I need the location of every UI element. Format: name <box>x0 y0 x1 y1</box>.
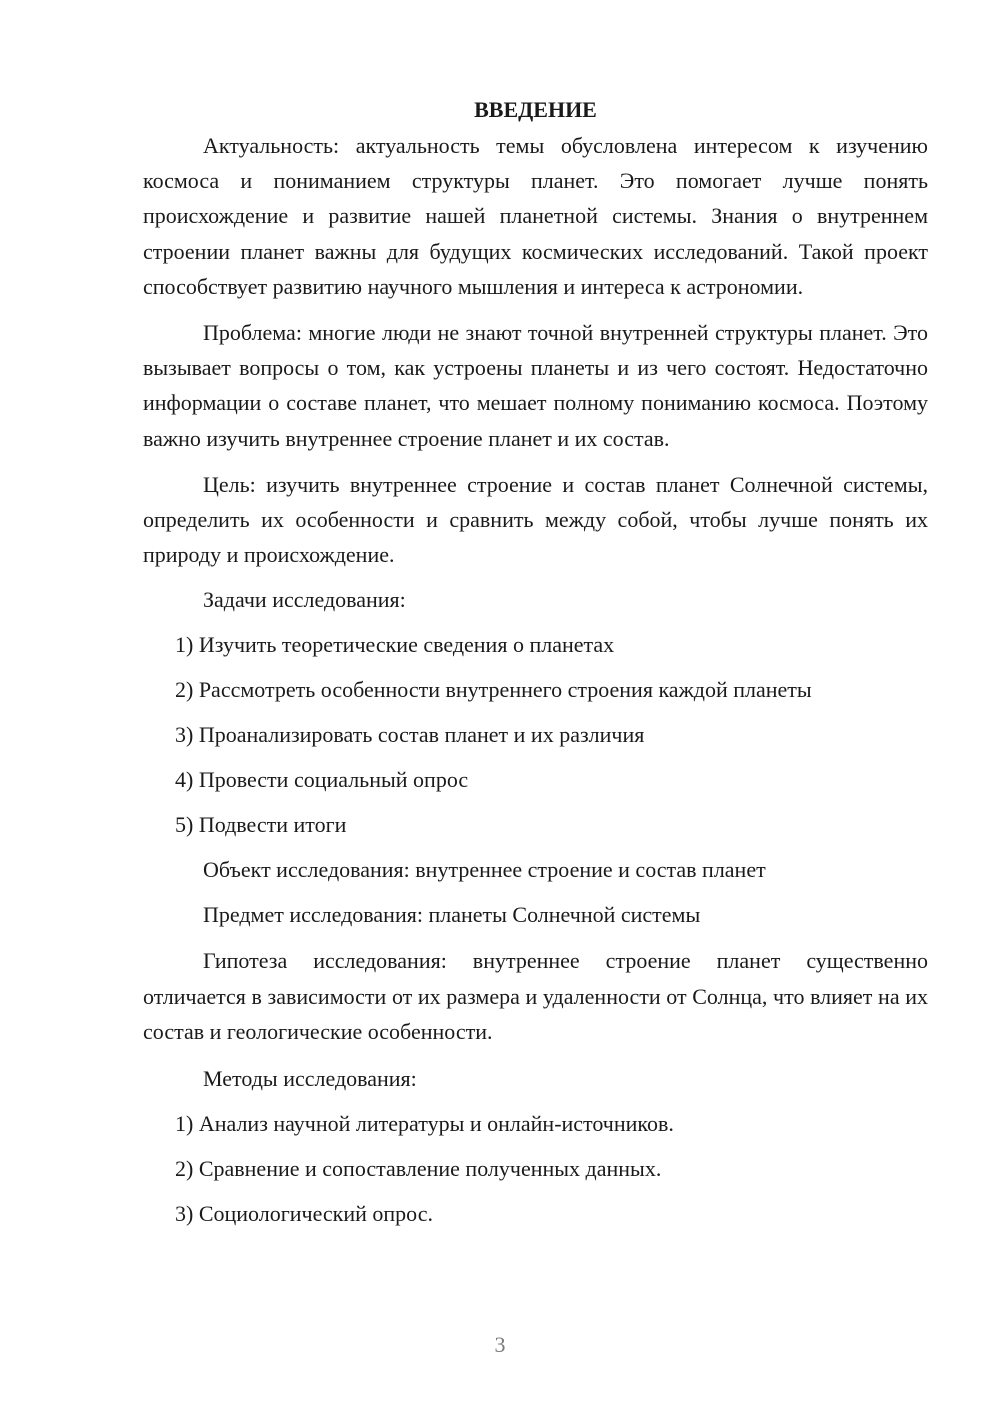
task-item: 5) Подвести итоги <box>175 812 347 838</box>
research-subject: Предмет исследования: планеты Солнечной системы <box>203 902 701 928</box>
task-item: 2) Рассмотреть особенности внутреннего строения каждой планеты <box>175 677 812 703</box>
relevance-paragraph: Актуальность: актуальность темы обусловлена интересом к изучению космоса и пониманием структуры планет. Это помогает лучше понять происхождение и развитие нашей планетной системы. Знания о внутреннем строении планет важны для будущих космических исследований. Такой проект способствует развитию научного мышления и интереса к астрономии. <box>143 133 928 299</box>
goal-paragraph: Цель: изучить внутреннее строение и состав планет Солнечной системы, определить их особенности и сравнить между собой, чтобы лучше понять их природу и происхождение. <box>143 471 928 568</box>
problem-paragraph: Проблема: многие люди не знают точной внутренней структуры планет. Это вызывает вопросы о том, как устроены планеты и из чего состоят. Недостаточно информации о составе планет, что мешает полному пониманию космоса. Поэтому важно изучить внутреннее строение планет и их состав. <box>143 320 928 451</box>
page-number: 3 <box>494 1332 506 1357</box>
method-item: 2) Сравнение и сопоставление полученных данных. <box>175 1156 662 1182</box>
tasks-heading: Задачи исследования: <box>203 587 406 613</box>
task-item: 4) Провести социальный опрос <box>175 767 469 793</box>
document-page <box>143 92 928 1231</box>
hypothesis-paragraph: Гипотеза исследования: внутреннее строение планет существенно отличается в зависимости от их размера и удаленности от Солнца, что влияет на их состав и геологические особенности. <box>143 948 928 1044</box>
method-item: 1) Анализ научной литературы и онлайн-источников. <box>175 1111 674 1137</box>
task-item: 3) Проанализировать состав планет и их различия <box>175 722 645 748</box>
research-object: Объект исследования: внутреннее строение и состав планет <box>203 857 766 883</box>
methods-heading: Методы исследования: <box>203 1066 417 1092</box>
page-title: ВВЕДЕНИЕ <box>474 97 597 122</box>
method-item: 3) Социологический опрос. <box>175 1201 433 1227</box>
task-item: 1) Изучить теоретические сведения о планетах <box>175 632 615 658</box>
